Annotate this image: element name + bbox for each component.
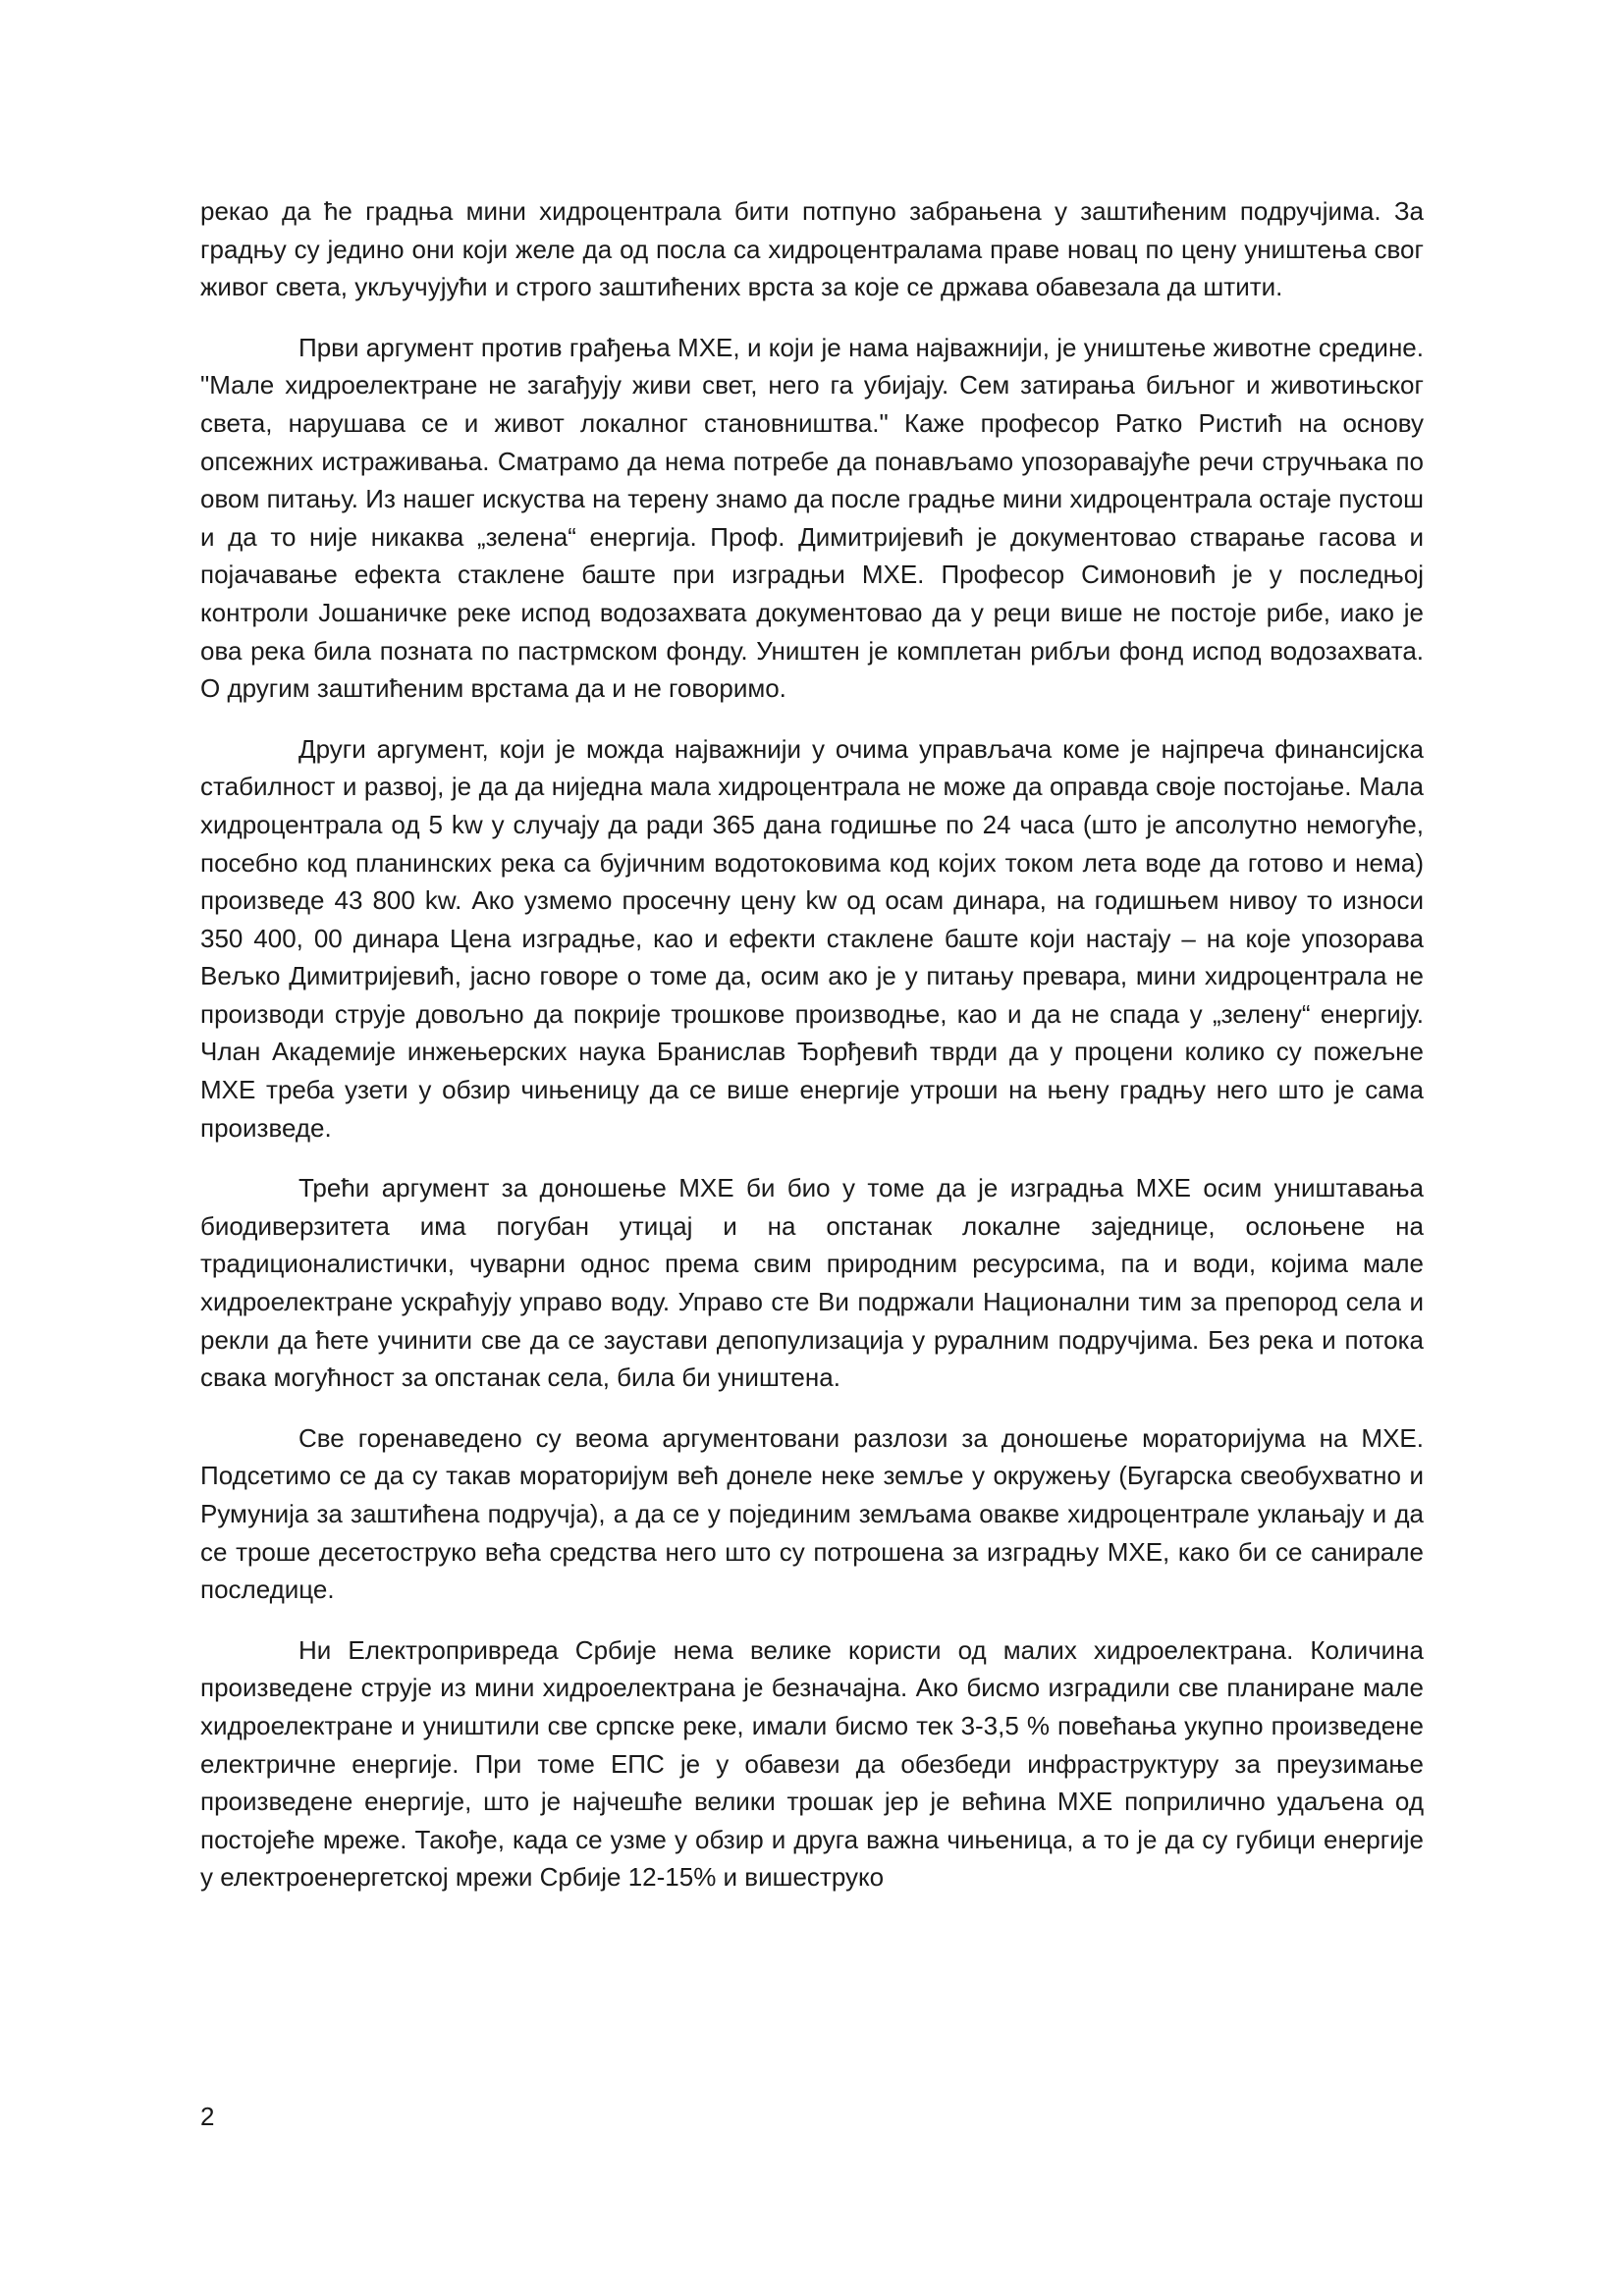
paragraph-continuation: рекао да ће градња мини хидроцентрала бити потпуно забрањена у заштићеним подручјима. За градњу су једино они који желе да од посла са хидроцентралама праве новац по цену уништења свог живог света, укључујући и строго заштићених врста за које се држава обавезала да штити. bbox=[200, 196, 1424, 302]
page-number: 2 bbox=[200, 2102, 215, 2131]
paragraph-summary: Све горенаведено су веома аргументовани разлози за доношење мораторијума на МХЕ. Подсетимо се да су такав мораторијум већ донеле неке земље у окружењу (Бугарска свеобухватно и Румунија за заштићена подручја), а да се у појединим земљама овакве хидроцентрале уклањају и да се троше десетоструко већа средства него што су потрошена за изградњу МХЕ, како би се санирале последице. bbox=[200, 1422, 1424, 1605]
paragraph-second-argument: Други аргумент, који је можда најважнији у очима управљача коме је најпреча финансијска стабилност и развој, је да да ниједна мала хидроцентрала не може да оправда своје постојање. Мала хидроцентрала од 5 kw у случају да ради 365 дана годишње по 24 часа (што је апсолутно немогуће, посебно код планинских река са бујичним водотоковима код којих током лета воде да готово и нема) произведе 43 800 kw. Ако узмемо просечну цену kw од осам динара, на годишњем нивоу то износи 350 400, 00 динара Цена изградње, као и ефекти стаклене баште који настају – на које упозорава Вељко Димитријевић, јасно говоре о томе да, осим ако је у питању превара, мини хидроцентрала не производи струје довољно да покрије трошкове производње, као и да не спада у „зелену“ енергију. Члан Академије инжењерских наука Бранислав Ђорђевић тврди да у процени колико су пожељне МХЕ треба узети у обзир чињеницу да се више енергије утроши на њену градњу него што је сама произведе. bbox=[200, 733, 1424, 1143]
paragraph-first-argument: Први аргумент против грађења МХЕ, и који је нама најважнији, је уништење животне средине. "Мале хидроелектране не загађују живи свет, него га убијају. Сем затирања биљног и животињског света, нарушава се и живот локалног становништва." Каже професор Ратко Ристић на основу опсежних истраживања. Сматрамо да нема потребе да понављамо упозоравајуће речи стручњака по овом питању. Из нашег искуства на терену знамо да после градње мини хидроцентрала остаје пустош и да то није никаква „зелена“ енергија. Проф. Димитријевић је документовао стварање гасова и појачавање ефекта стаклене баште при изградњи МХЕ. Професор Симоновић је у последњој контроли Јошаничке реке испод водозахвата документовао да у реци више не постоје рибе, иако је ова река била позната по пастрмском фонду. Уништен је комплетан рибљи фонд испод водозахвата. О другим заштићеним врстама да и не говоримо. bbox=[200, 332, 1424, 704]
paragraph-eps: Ни Електропривреда Србије нема велике користи од малих хидроелектрана. Количина произведене струје из мини хидроелектрана је безначајна. Ако бисмо изградили све планиране мале хидроелектране и уништили све српске реке, имали бисмо тек 3-3,5 % повећања укупно произведене електричне енергије. При томе ЕПС је у обавези да обезбеди инфраструктуру за преузимање произведене енергије, што је најчешће велики трошак јер је већина МХЕ поприлично удаљена од постојеће мреже. Такође, када се узме у обзир и друга важна чињеница, а то је да су губици енергије у електроенергетској мрежи Србије 12-15% и вишеструко bbox=[200, 1634, 1424, 1893]
paragraph-third-argument: Трећи аргумент за доношење МХЕ би био у томе да је изградња МХЕ осим уништавања биодиверзитета има погубан утицај и на опстанак локалне заједнице, ослоњене на традиционалистички, чуварни однос према свим природним ресурсима, па и води, којима мале хидроелектране ускраћују управо воду. Управо сте Ви подржали Национални тим за препород села и рекли да ћете учинити све да се заустави депопулизација у руралним подручјима. Без река и потока свака могућност за опстанак села, била би уништена. bbox=[200, 1173, 1424, 1393]
document-body bbox=[200, 192, 1424, 1919]
